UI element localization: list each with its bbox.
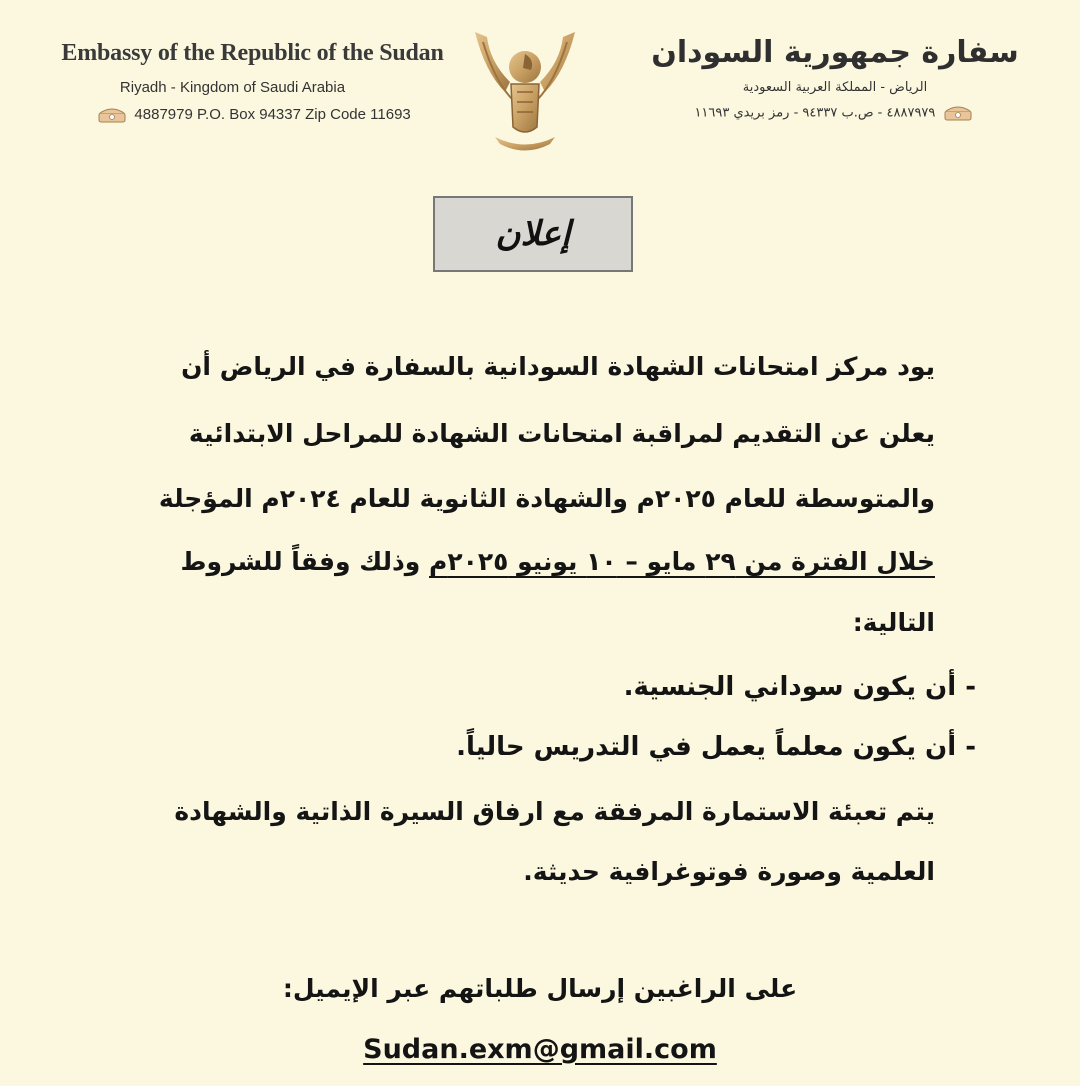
condition-teaching: - أن يكون معلماً يعمل في التدريس حالياً.: [456, 732, 976, 762]
telephone-icon: [98, 107, 126, 123]
announcement-line-6: يتم تعبئة الاستمارة المرفقة مع ارفاق السيرة الذاتية والشهادة: [174, 797, 935, 826]
sudan-emblem-icon: [465, 12, 585, 162]
announcement-line-5: التالية:: [852, 608, 935, 637]
letterhead: [0, 0, 1080, 170]
embassy-location-arabic: الرياض - المملكة العربية السعودية: [742, 80, 928, 95]
notice-title-box: [433, 196, 633, 272]
telephone-icon: [944, 105, 972, 121]
embassy-name-arabic: سفارة جمهورية السودان: [651, 35, 1019, 70]
embassy-location-english: Riyadh - Kingdom of Saudi Arabia: [119, 79, 346, 96]
embassy-contact-arabic: [650, 105, 1020, 121]
embassy-contact-english: [0, 106, 505, 123]
announcement-line-7: العلمية وصورة فوتوغرافية حديثة.: [523, 857, 935, 886]
application-period: خلال الفترة من ٢٩ مايو – ١٠ يونيو ٢٠٢٥م: [429, 547, 935, 576]
arabic-letterhead: [650, 35, 1020, 121]
contact-text-arabic: ٤٨٨٧٩٧٩ - ص.ب ٩٤٣٣٧ - رمز بريدي ١١٦٩٣: [694, 105, 936, 121]
email-address-link[interactable]: Sudan.exm@gmail.com: [363, 1034, 717, 1065]
embassy-name-english: Embassy of the Republic of the Sudan: [61, 40, 444, 66]
contact-email: [0, 1034, 1080, 1065]
notice-title: إعلان: [495, 214, 571, 254]
contact-text-english: 4887979 P.O. Box 94337 Zip Code 11693: [134, 106, 411, 123]
announcement-line-1: يود مركز امتحانات الشهادة السودانية بالسفارة في الرياض أن: [181, 352, 935, 381]
english-letterhead: [0, 40, 505, 123]
conditions-intro: وذلك وفقاً للشروط: [180, 547, 430, 576]
announcement-line-2: يعلن عن التقديم لمراقبة امتحانات الشهادة للمراحل الابتدائية: [188, 419, 935, 448]
announcement-line-3: والمتوسطة للعام ٢٠٢٥م والشهادة الثانوية للعام ٢٠٢٤م المؤجلة: [158, 484, 935, 513]
condition-nationality: - أن يكون سوداني الجنسية.: [623, 672, 976, 702]
announcement-line-4: [135, 547, 935, 576]
email-instruction: على الراغبين إرسال طلباتهم عبر الإيميل:: [282, 974, 798, 1003]
